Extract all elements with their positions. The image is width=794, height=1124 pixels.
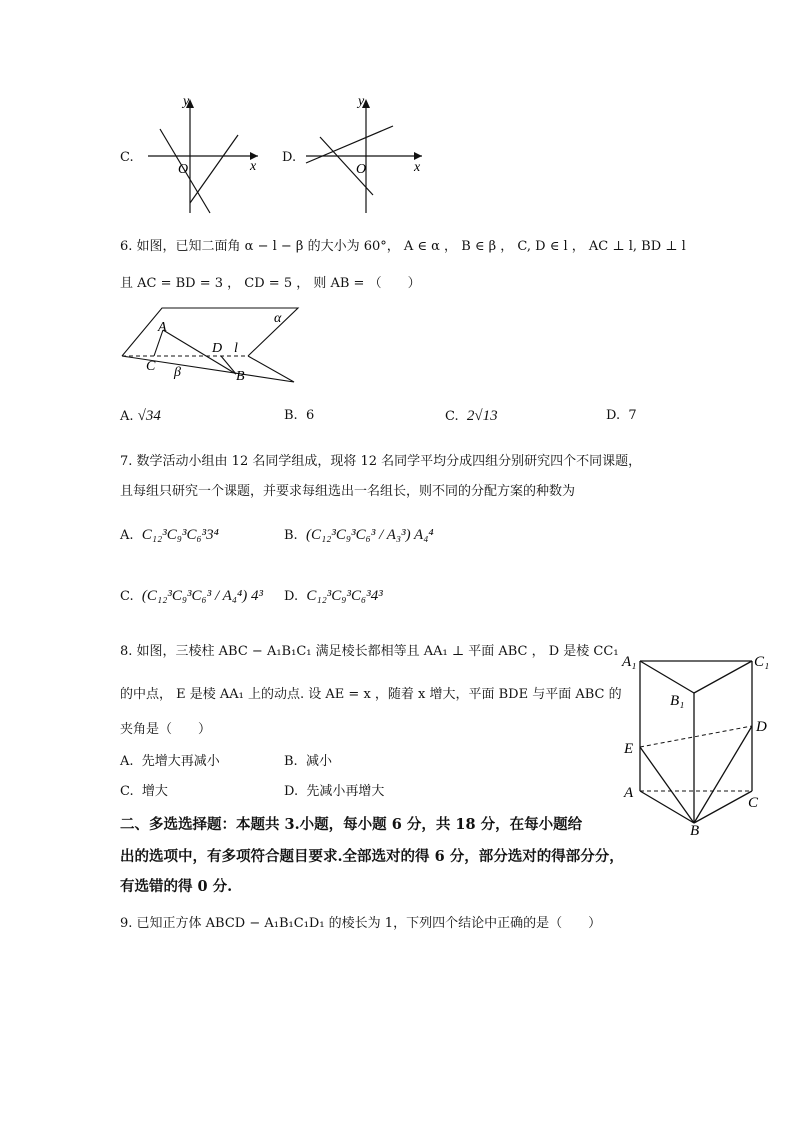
q8-label-a: A xyxy=(624,785,634,801)
q7-text-line2: 且每组只研究一个课题，并要求每组选出一名组长，则不同的分配方案的种数为 xyxy=(120,484,576,499)
section2-line2: 出的选项中，有多项符合题目要求.全部选对的得 6 分，部分选对的得部分分， xyxy=(120,848,624,865)
q6-option-a: A. √34 xyxy=(120,408,161,424)
q6-label-c: C xyxy=(146,359,156,374)
q5-option-d-label: D. xyxy=(282,150,297,165)
q6-label-b: B xyxy=(236,369,245,384)
q6-option-b: B. 6 xyxy=(284,408,315,423)
q6-label-a: A xyxy=(158,320,167,335)
q7-option-b: B. (C₁₂³C₉³C₆³ / A₃³) A₄⁴ xyxy=(284,527,434,543)
q6-label-beta: β xyxy=(174,365,181,380)
q5d-y-label: y xyxy=(358,95,365,109)
q7-text-line1: 7. 数学活动小组由 12 名同学组成，现将 12 名同学平均分成四组分别研究四个不同课题， xyxy=(120,454,642,469)
q8-option-d: D. 先减小再增大 xyxy=(284,784,385,799)
q6-dihedral-figure xyxy=(118,300,303,388)
q5-graph-c xyxy=(138,95,268,220)
q5c-x-label: x xyxy=(250,159,257,174)
q8-option-c: C. 增大 xyxy=(120,784,168,799)
q6-label-alpha: α xyxy=(274,311,282,326)
q5c-origin-label: O xyxy=(178,162,189,177)
q6-option-c: C. 2√13 xyxy=(445,408,498,424)
q7-option-a: A. C₁₂³C₉³C₆³3⁴ xyxy=(120,527,219,543)
q6-label-d: D xyxy=(212,341,223,356)
q5-option-c-label: C. xyxy=(120,150,134,165)
q8-text-line3: 夹角是（ ） xyxy=(120,722,212,737)
q9-text-line1: 9. 已知正方体 ABCD − A₁B₁C₁D₁ 的棱长为 1，下列四个结论中正确的是（ ） xyxy=(120,916,602,931)
q8-prism-figure xyxy=(620,645,770,837)
section2-line3: 有选错的得 0 分. xyxy=(120,878,233,895)
q7-option-c: C. (C₁₂³C₉³C₆³ / A₄⁴) 4³ xyxy=(120,588,263,604)
q5d-origin-label: O xyxy=(356,162,367,177)
q8-label-e: E xyxy=(624,741,634,757)
q5-graph-d xyxy=(298,95,433,220)
q5c-y-label: y xyxy=(183,95,190,109)
q5d-x-label: x xyxy=(414,160,421,175)
q8-label-c1: C₁ xyxy=(754,654,770,670)
q6-text-line1: 6. 如图，已知二面角 α − l − β 的大小为 60°， A ∈ α ， B ∈ β ， C, D ∈ l ， AC ⊥ l, BD ⊥ l xyxy=(120,239,686,254)
q8-text-line1: 8. 如图，三棱柱 ABC − A₁B₁C₁ 满足棱长都相等且 AA₁ ⊥ 平面 ABC ， D 是棱 CC₁ xyxy=(120,644,619,659)
section2-line1: 二、多选选择题：本题共 3.小题，每小题 6 分，共 18 分，在每小题给 xyxy=(120,816,583,833)
q8-label-b1: B₁ xyxy=(670,693,685,709)
q6-option-d: D. 7 xyxy=(606,408,637,423)
q8-text-line2: 的中点， E 是棱 AA₁ 上的动点. 设 AE = x ，随着 x 增大，平面 BDE 与平面 ABC 的 xyxy=(120,687,622,702)
q8-label-d: D xyxy=(756,719,767,735)
q8-label-b: B xyxy=(690,823,700,837)
q8-label-a1: A₁ xyxy=(622,654,637,670)
q6-label-l: l xyxy=(234,341,238,356)
q8-option-a: A. 先增大再减小 xyxy=(120,754,220,769)
q7-option-d: D. C₁₂³C₉³C₆³4³ xyxy=(284,588,383,604)
q6-text-line2: 且 AC = BD = 3 ， CD = 5 ， 则 AB = （ ） xyxy=(120,276,421,291)
q8-option-b: B. 减小 xyxy=(284,754,332,769)
q8-label-c: C xyxy=(748,795,759,811)
